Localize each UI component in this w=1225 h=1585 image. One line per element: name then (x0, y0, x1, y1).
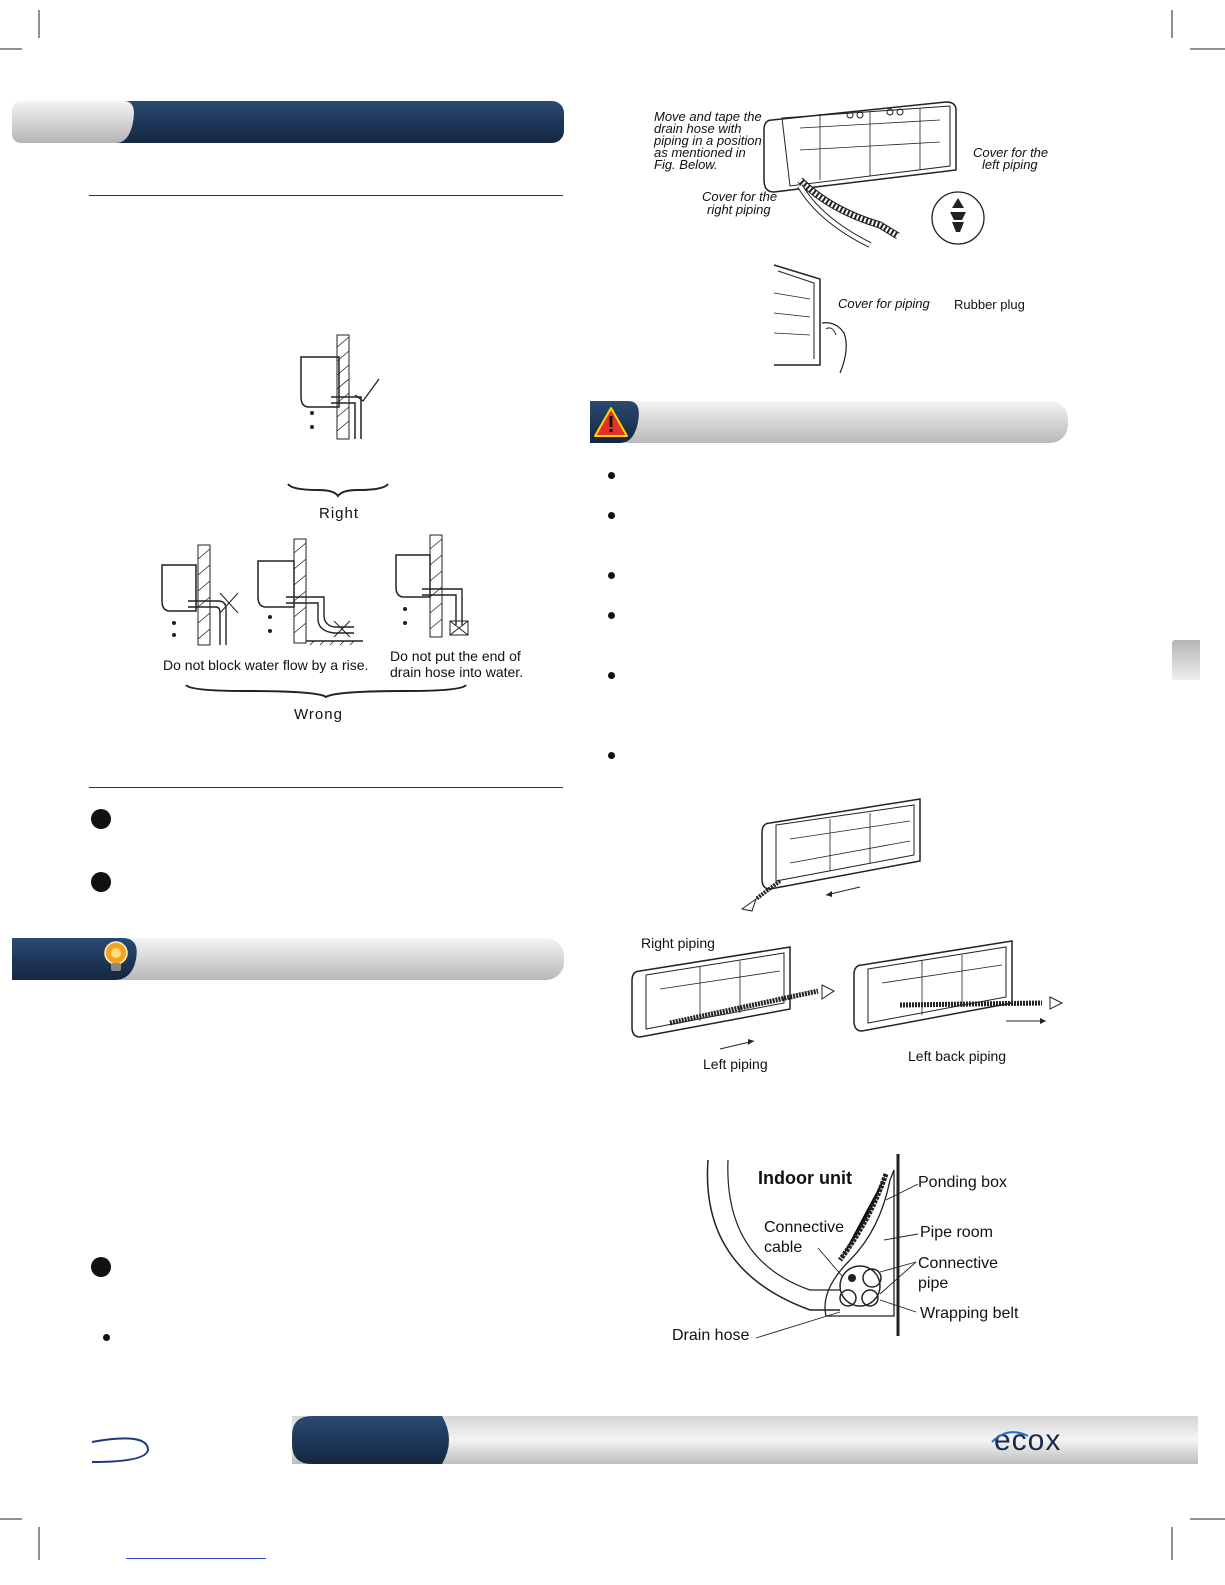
bullet-small (103, 1334, 110, 1341)
piping-cover-figure (770, 263, 860, 373)
note-water-1: Do not put the end of (390, 648, 521, 664)
tip-header-bar (12, 938, 564, 980)
note-rise: Do not block water flow by a rise. (163, 657, 369, 673)
left-piping-label: Left piping (703, 1056, 768, 1072)
connective-cable-label: Connective (764, 1219, 845, 1236)
bullet-large (91, 809, 111, 829)
bullet-small (608, 672, 615, 679)
footer-bar (292, 1416, 1198, 1464)
cover-left-label: Cover for the (973, 145, 1049, 160)
lightbulb-icon (103, 941, 129, 975)
cover-piping-label: Cover for piping (838, 296, 930, 311)
bullet-large (91, 872, 111, 892)
note-water-2: drain hose into water. (390, 664, 524, 680)
divider (89, 195, 563, 196)
footer-logo-swoosh (88, 1436, 158, 1466)
wrapping-belt-label: Wrapping belt (920, 1305, 1019, 1322)
cover-right-label: Cover for the (702, 189, 778, 204)
cover-left-label: left piping (982, 157, 1038, 172)
warning-icon (594, 407, 628, 437)
side-tab (1172, 640, 1200, 680)
rubber-plug-detail-icon (930, 190, 986, 246)
brand-logo: ecox (994, 1424, 1062, 1457)
cover-right-label: right piping (707, 202, 771, 217)
bullet-small (608, 512, 615, 519)
tape-label: piping in a position (654, 133, 762, 148)
drain-right-figure (295, 335, 415, 445)
tape-label: as mentioned in (654, 145, 746, 160)
brand-swoosh-icon (990, 1430, 1030, 1444)
tape-label: drain hose with (654, 121, 742, 136)
footer-link-underline (126, 1558, 266, 1559)
indoor-unit-title: Indoor unit (758, 1168, 852, 1188)
caption-wrong: Wrong (294, 706, 343, 723)
rubber-plug-label: Rubber plug (954, 297, 1025, 312)
bullet-small (608, 572, 615, 579)
brace-wrong (186, 683, 466, 699)
pipe-room-label: Pipe room (920, 1224, 993, 1241)
connective-pipe-label: pipe (918, 1275, 949, 1292)
drain-wrong-figure (158, 535, 488, 645)
section-header-bar (12, 101, 564, 143)
ponding-box-label: Ponding box (918, 1174, 1007, 1191)
bullet-small (608, 752, 615, 759)
bullet-small (608, 472, 615, 479)
right-piping-label: Right piping (641, 935, 715, 951)
brace-right (288, 482, 388, 498)
warning-header-bar (590, 401, 1068, 443)
piping-direction-figure (630, 795, 1070, 1065)
caption-right: Right (319, 505, 360, 522)
drain-hose-label: Drain hose (672, 1327, 750, 1344)
divider (89, 787, 563, 788)
tape-label: Fig. Below. (654, 157, 718, 172)
tape-label: Move and tape the (654, 109, 762, 124)
connective-pipe-label: Connective (918, 1255, 999, 1272)
bullet-small (608, 612, 615, 619)
connective-cable-label: cable (764, 1239, 803, 1256)
left-back-piping-label: Left back piping (908, 1048, 1007, 1064)
bullet-large (91, 1257, 111, 1277)
